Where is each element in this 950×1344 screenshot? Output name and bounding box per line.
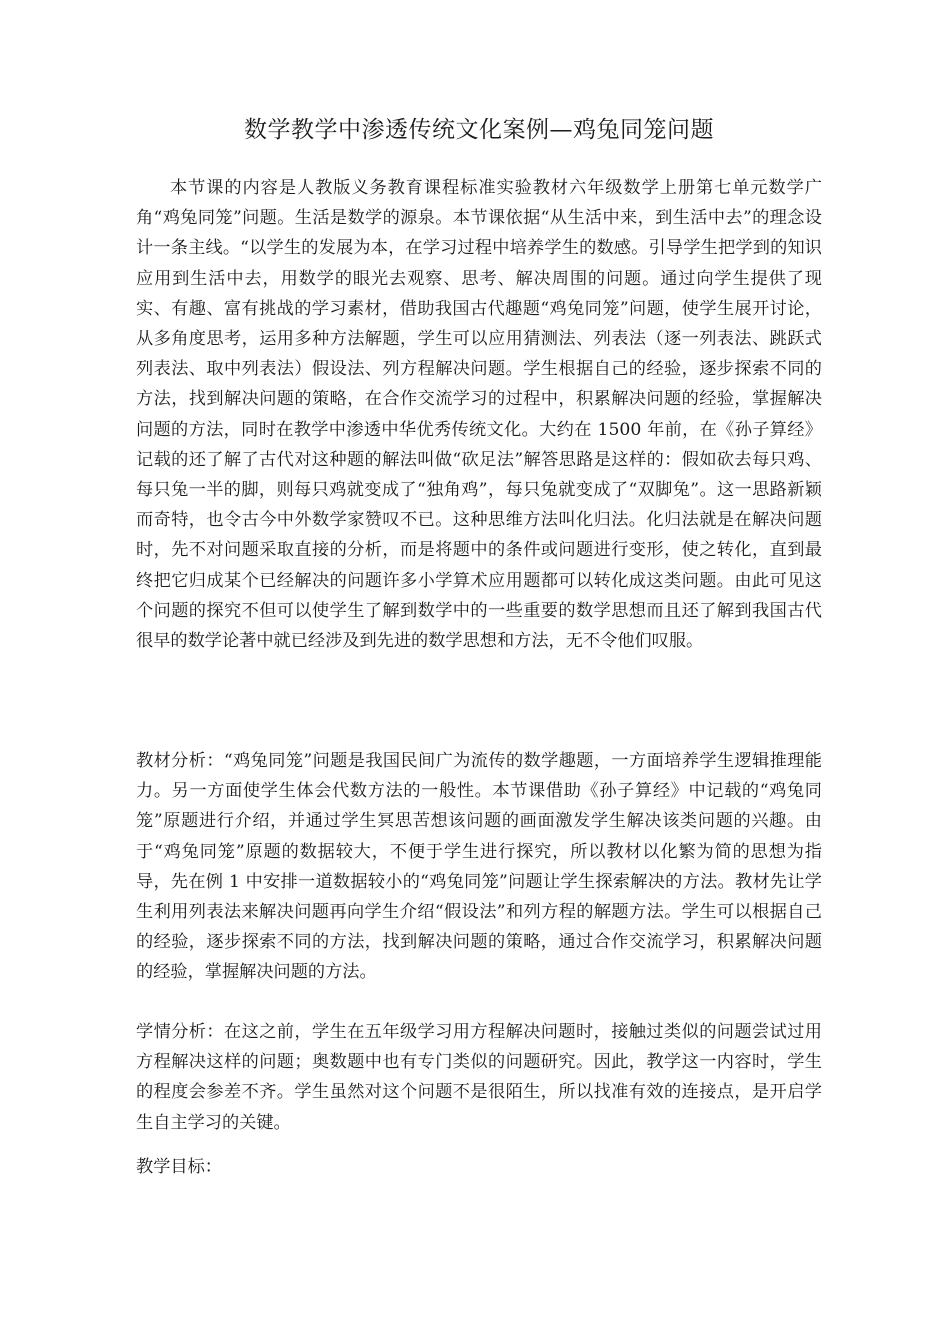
intro-paragraph: 本节课的内容是人教版义务教育课程标准实验教材六年级数学上册第七单元数学广角“鸡兔同笼”问题。生活是数学的源泉。本节课依据“从生活中来，到生活中去”的理念设计一条主线。“以学生的发展为本，在学习过程中培养学生的数感。引导学生把学到的知识应用到生活中去，用数学的眼光去观察、思考、解决周围的问题。通过向学生提供了现实、有趣、富有挑战的学习素材，借助我国古代趣题“鸡兔同笼”问题，使学生展开讨论，从多角度思考，运用多种方法解题，学生可以应用猜测法、列表法（逐一列表法、跳跃式列表法、取中列表法）假设法、列方程解决问题。学生根据自己的经验，逐步探索不同的方法，找到解决问题的策略，在合作交流学习的过程中，积累解决问题的经验，掌握解决问题的方法，同时在教学中渗透中华优秀传统文化。大约在 1500 年前，在《孙子算经》记载的还了解了古代对这种题的解法叫做“砍足法”解答思路是这样的：假如砍去每只鸡、每只兔一半的脚，则每只鸡就变成了“独角鸡”，每只兔就变成了“双脚兔”。这一思路新颖而奇特，也令古今中外数学家赞叹不已。这种思维方法叫化归法。化归法就是在解决问题时，先不对问题采取直接的分析，而是将题中的条件或问题进行变形，使之转化，直到最终把它归成某个已经解决的问题许多小学算术应用题都可以转化成这类问题。由此可见这个问题的探究不但可以使学生了解到数学中的一些重要的数学思想而且还了解到我国古代很早的数学论著中就已经涉及到先进的数学思想和方法，无不令他们叹服。 — [136, 178, 822, 652]
document-title: 数学教学中渗透传统文化案例—鸡兔同笼问题 — [244, 117, 714, 143]
teaching-goals-heading: 教学目标： — [136, 1157, 222, 1177]
student-analysis-paragraph: 学情分析：在这之前，学生在五年级学习用方程解决问题时，接触过类似的问题尝试过用方程解决这样的问题；奥数题中也有专门类似的问题研究。因此，教学这一内容时，学生的程度会参差不齐。学生虽然对这个问题不是很陌生，所以找准有效的连接点，是开启学生自主学习的关键。 — [136, 1022, 822, 1133]
textbook-analysis-paragraph: 教材分析：“鸡兔同笼”问题是我国民间广为流传的数学趣题，一方面培养学生逻辑推理能力。另一方面使学生体会代数方法的一般性。本节课借助《孙子算经》中记载的“鸡兔同笼”原题进行介绍，并通过学生冥思苦想该问题的画面激发学生解决该类问题的兴趣。由于“鸡兔同笼”原题的数据较大，不便于学生进行探究，所以教材以化繁为简的思想为指导，先在例 1 中安排一道数据较小的“鸡兔同笼”问题让学生探索解决的方法。教材先让学生利用列表法来解决问题再向学生介绍“假设法”和列方程的解题方法。学生可以根据自己的经验，逐步探索不同的方法，找到解决问题的策略，通过合作交流学习，积累解决问题的经验，掌握解决问题的方法。 — [136, 751, 822, 983]
